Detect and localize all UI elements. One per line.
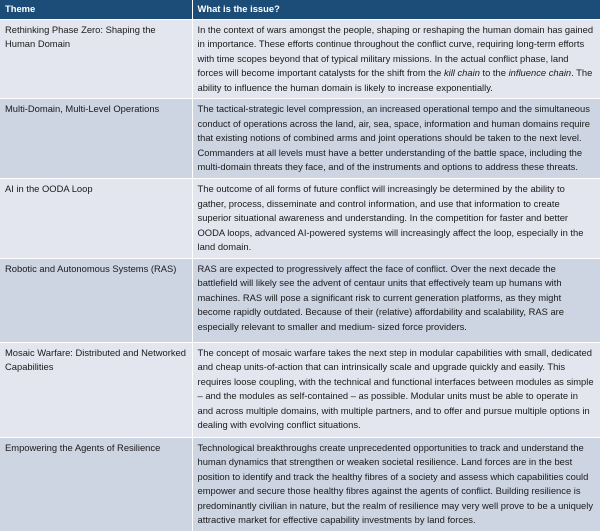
theme-cell: AI in the OODA Loop [0, 179, 192, 259]
theme-cell: Rethinking Phase Zero: Shaping the Human Domain [0, 19, 192, 99]
issue-text: . The ability to influence the human domain is likely to increase exponentially. [197, 67, 593, 93]
table-row [0, 258, 600, 342]
issue-text: to the [479, 67, 509, 78]
issue-text: In the context of wars amongst the people, shaping or reshaping the human domain has gained in importance. These efforts continue throughout the conflict curve, requiring long-term efforts with time scopes beyond that of typical military missions. In the actual conflict phase, land forces will become important catalysts for the shift from the [197, 23, 594, 78]
issue-cell: The tactical-strategic level compression, an increased operational tempo and the simultaneous conduct of operations across the land, air, sea, space, information and human domains require that existing notions of combined arms and joint operations should be taken to the next level. Commanders at all levels must have a better understanding of the battle space, including the multi-domain threats they face, and of the instruments and options to address these threats. [192, 99, 600, 179]
issue-cell: RAS are expected to progressively affect the face of conflict. Over the next decade the battlefield will likely see the advent of centaur units that effectively team up humans with machines. RAS will pose a significant risk to current generation platforms, as they might become rapidly outdated. Because of their (relative) affordability and scalability, RAS are especially relevant to smaller and medium- sized force providers. [192, 258, 600, 342]
issue-emphasis: influence chain [508, 67, 572, 78]
theme-cell: Empowering the Agents of Resilience [0, 437, 192, 531]
theme-cell: Robotic and Autonomous Systems (RAS) [0, 258, 192, 342]
table-row [0, 179, 600, 259]
table-header-row [0, 0, 600, 19]
table-row [0, 19, 600, 99]
table-row [0, 437, 600, 531]
issue-cell: The outcome of all forms of future conflict will increasingly be determined by the ability to gather, process, disseminate and control information, and use that information to create superior situational awareness and understanding. In the competition for faster and better OODA loops, advanced AI-powered systems will increasingly affect the loop, especially in the land domain. [192, 179, 600, 259]
theme-cell: Multi-Domain, Multi-Level Operations [0, 99, 192, 179]
issue-emphasis: kill chain [443, 67, 480, 78]
theme-cell: Mosaic Warfare: Distributed and Networked Capabilities [0, 342, 192, 437]
table-row [0, 342, 600, 437]
issue-cell: Technological breakthroughs create unprecedented opportunities to track and understand the human dynamics that strengthen or weaken societal resilience. Land forces are in the best position to identify and track the healthy fibres of a society and assess which capabilities could empower and secure those healthy fibres against the agents of conflict. Building resilience is predominantly civilian in nature, but the realm of resilience may very well prove to be a uniquely attractive market for effective capability investments by land forces. [192, 437, 600, 531]
table-row [0, 99, 600, 179]
theme-column-header: Theme [0, 0, 192, 19]
issue-cell: The concept of mosaic warfare takes the next step in modular capabilities with small, dedicated and cheap units-of-action that can intrinsically scale and upgrade quickly and easily. This requires loose coupling, with the technical and functional interfaces between modules as simple – and the modules as self-contained – as possible. Modular units must be able to operate in and across multiple domains, with multiple partners, and to offer and pursue multiple options in dealing with evolving conflict situations. [192, 342, 600, 437]
issue-column-header: What is the issue? [192, 0, 600, 19]
issue-cell [192, 19, 600, 99]
